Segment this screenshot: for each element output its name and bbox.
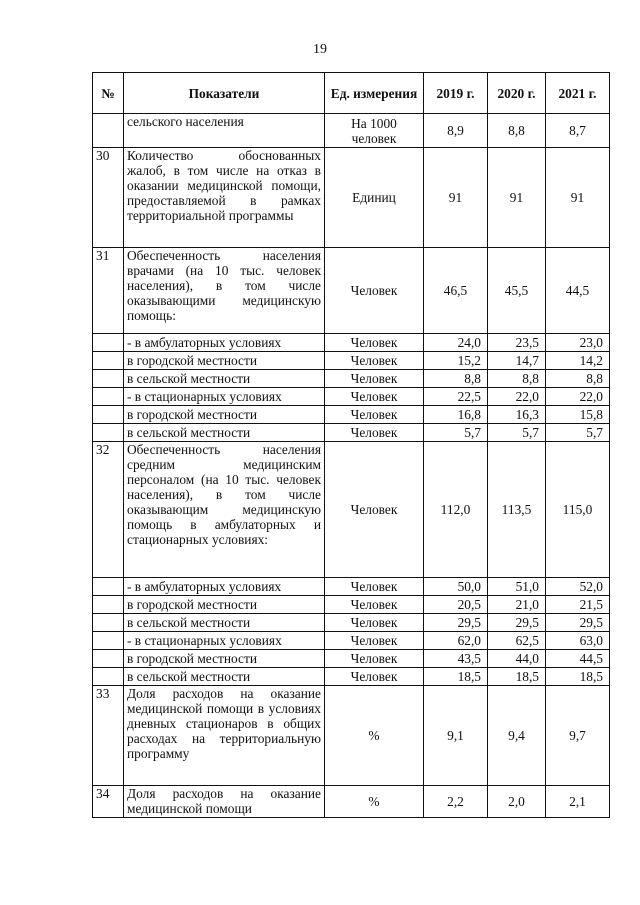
row-number-cell [93,632,124,650]
row-number-cell [93,406,124,424]
table-row [93,352,610,370]
indicator-name-cell: Обеспеченность населения средним медицинским персоналом (на 10 тыс. человек населения), в том числе оказывающим медицинскую помощь в амбулаторных и стационарных условиях: [124,442,325,578]
indicator-name-cell: в городской местности [124,352,325,370]
value-2021-cell: 44,5 [546,650,610,668]
row-number-cell: 30 [93,148,124,248]
header-num: № [93,73,124,114]
value-2020-cell: 44,0 [488,650,546,668]
value-2021-cell: 15,8 [546,406,610,424]
value-2020-cell: 14,7 [488,352,546,370]
row-number-cell: 31 [93,248,124,334]
value-2020-cell: 21,0 [488,596,546,614]
value-2019-cell: 9,1 [424,686,488,786]
row-number-cell [93,352,124,370]
table-row [93,650,610,668]
value-2021-cell: 63,0 [546,632,610,650]
indicator-name-cell: в сельской местности [124,424,325,442]
value-2020-cell: 22,0 [488,388,546,406]
indicator-name-cell: Обеспеченность населения врачами (на 10 тыс. человек населения), в том числе оказывающими медицинскую помощь: [124,248,325,334]
value-2021-cell: 29,5 [546,614,610,632]
row-number-cell [93,424,124,442]
indicator-name-cell: - в амбулаторных условиях [124,334,325,352]
indicator-name-cell: в сельской местности [124,614,325,632]
value-2021-cell: 21,5 [546,596,610,614]
row-number-cell: 33 [93,686,124,786]
value-2019-cell: 8,9 [424,114,488,148]
unit-cell: Человек [325,614,424,632]
header-2019: 2019 г. [424,73,488,114]
unit-cell: Человек [325,248,424,334]
value-2020-cell: 91 [488,148,546,248]
value-2021-cell: 8,7 [546,114,610,148]
unit-cell: Человек [325,668,424,686]
header-2021: 2021 г. [546,73,610,114]
value-2021-cell: 9,7 [546,686,610,786]
row-number-cell [93,596,124,614]
unit-cell: Человек [325,596,424,614]
indicator-name-cell: в городской местности [124,596,325,614]
unit-cell: % [325,786,424,818]
value-2020-cell: 62,5 [488,632,546,650]
value-2019-cell: 20,5 [424,596,488,614]
unit-cell: Человек [325,424,424,442]
row-number-cell [93,614,124,632]
table-row [93,596,610,614]
unit-cell: Человек [325,388,424,406]
table-row [93,786,610,818]
table-row [93,632,610,650]
value-2021-cell: 115,0 [546,442,610,578]
unit-cell: Человек [325,406,424,424]
value-2020-cell: 113,5 [488,442,546,578]
value-2019-cell: 112,0 [424,442,488,578]
value-2019-cell: 15,2 [424,352,488,370]
value-2021-cell: 44,5 [546,248,610,334]
value-2019-cell: 46,5 [424,248,488,334]
value-2019-cell: 22,5 [424,388,488,406]
value-2019-cell: 24,0 [424,334,488,352]
value-2020-cell: 51,0 [488,578,546,596]
indicator-name-cell: в городской местности [124,650,325,668]
value-2021-cell: 5,7 [546,424,610,442]
value-2021-cell: 23,0 [546,334,610,352]
value-2020-cell: 2,0 [488,786,546,818]
indicator-name-cell: Доля расходов на оказание медицинской помощи в условиях дневных стационаров в общих расходах на территориальную программу [124,686,325,786]
table-row [93,424,610,442]
indicator-name-cell: - в стационарных условиях [124,632,325,650]
row-number-cell [93,388,124,406]
unit-cell: Человек [325,650,424,668]
table-row [93,148,610,248]
row-number-cell [93,334,124,352]
value-2019-cell: 91 [424,148,488,248]
table-header-row [93,73,610,114]
unit-cell: Человек [325,370,424,388]
value-2019-cell: 50,0 [424,578,488,596]
table-row [93,668,610,686]
value-2020-cell: 16,3 [488,406,546,424]
header-unit: Ед. измерения [325,73,424,114]
row-number-cell: 34 [93,786,124,818]
row-number-cell: 32 [93,442,124,578]
page-number: 19 [313,42,327,57]
table-row [93,578,610,596]
table-row [93,388,610,406]
table-row [93,406,610,424]
unit-cell: % [325,686,424,786]
unit-cell: Человек [325,632,424,650]
indicator-name-cell: - в стационарных условиях [124,388,325,406]
row-number-cell [93,668,124,686]
value-2019-cell: 16,8 [424,406,488,424]
indicators-table [92,72,610,818]
value-2021-cell: 18,5 [546,668,610,686]
value-2021-cell: 14,2 [546,352,610,370]
value-2020-cell: 45,5 [488,248,546,334]
table-row [93,686,610,786]
value-2019-cell: 5,7 [424,424,488,442]
value-2019-cell: 8,8 [424,370,488,388]
row-number-cell [93,114,124,148]
row-number-cell [93,650,124,668]
value-2021-cell: 52,0 [546,578,610,596]
indicator-name-cell: сельского населения [124,114,325,148]
value-2021-cell: 91 [546,148,610,248]
value-2019-cell: 29,5 [424,614,488,632]
value-2020-cell: 8,8 [488,114,546,148]
table-row [93,442,610,578]
unit-cell: Человек [325,578,424,596]
indicator-name-cell: в сельской местности [124,668,325,686]
table-row [93,114,610,148]
unit-cell: Единиц [325,148,424,248]
indicator-name-cell: - в амбулаторных условиях [124,578,325,596]
value-2019-cell: 18,5 [424,668,488,686]
value-2019-cell: 43,5 [424,650,488,668]
value-2021-cell: 2,1 [546,786,610,818]
table-row [93,334,610,352]
value-2019-cell: 62,0 [424,632,488,650]
indicator-name-cell: в городской местности [124,406,325,424]
unit-cell: На 1000 человек [325,114,424,148]
value-2020-cell: 8,8 [488,370,546,388]
value-2019-cell: 2,2 [424,786,488,818]
row-number-cell [93,370,124,388]
value-2020-cell: 29,5 [488,614,546,632]
header-2020: 2020 г. [488,73,546,114]
table-row [93,614,610,632]
value-2020-cell: 23,5 [488,334,546,352]
indicator-name-cell: Доля расходов на оказание медицинской помощи [124,786,325,818]
value-2020-cell: 5,7 [488,424,546,442]
value-2021-cell: 22,0 [546,388,610,406]
table-body [93,114,610,818]
indicator-name-cell: Количество обоснованных жалоб, в том числе на отказ в оказании медицинской помощи, предоставляемой в рамках территориальной программы [124,148,325,248]
value-2020-cell: 9,4 [488,686,546,786]
unit-cell: Человек [325,334,424,352]
table-row [93,370,610,388]
table-row [93,248,610,334]
header-indicators: Показатели [124,73,325,114]
value-2020-cell: 18,5 [488,668,546,686]
value-2021-cell: 8,8 [546,370,610,388]
indicator-name-cell: в сельской местности [124,370,325,388]
unit-cell: Человек [325,442,424,578]
unit-cell: Человек [325,352,424,370]
row-number-cell [93,578,124,596]
